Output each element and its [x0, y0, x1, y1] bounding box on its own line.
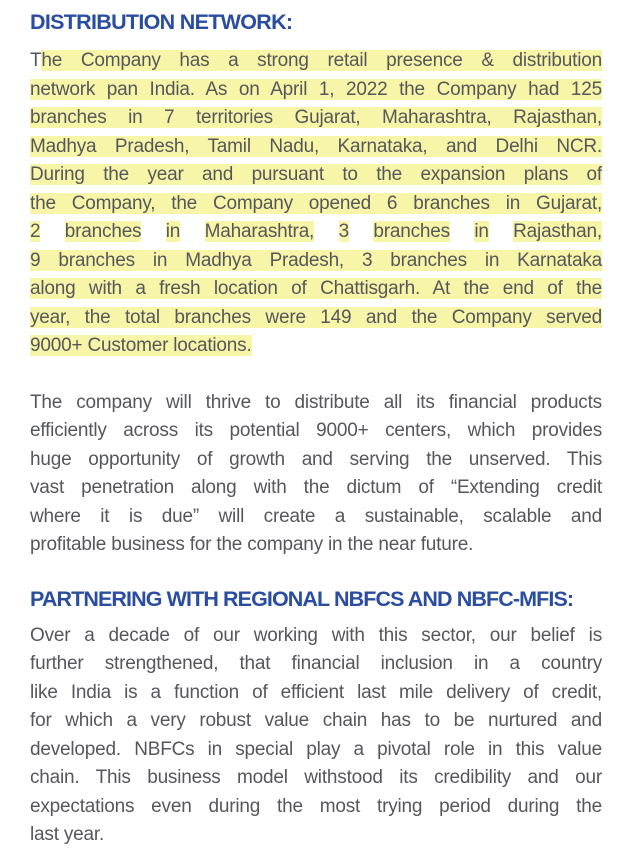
body-text: The company will thrive to distribute all its financial products	[30, 391, 602, 413]
section-heading-distribution-network: DISTRIBUTION NETWORK:	[30, 10, 293, 34]
text-line	[30, 679, 602, 708]
text-line	[30, 76, 602, 105]
body-text: expectations even during the most trying period during the	[30, 795, 602, 817]
text-line	[30, 446, 602, 475]
text-line	[30, 474, 602, 503]
text-line	[30, 736, 602, 765]
text-line	[30, 190, 602, 219]
text-line	[30, 218, 602, 247]
text-line	[30, 47, 602, 76]
highlighted-text: along with a fresh location of Chattisgarh. At the end of the	[30, 278, 602, 299]
highlighted-word: 3	[338, 221, 349, 242]
highlighted-word: Maharashtra,	[204, 221, 315, 242]
highlighted-text: network pan India. As on April 1, 2022 the Company had 125	[30, 78, 602, 100]
text-line	[30, 650, 602, 679]
text-line	[30, 247, 602, 276]
highlighted-word: Rajasthan,	[513, 221, 602, 242]
body-text: further strengthened, that financial inclusion in a country	[30, 653, 602, 674]
paragraph-distribution-outlook	[30, 389, 602, 560]
highlighted-word: branches	[373, 221, 450, 242]
body-text: efficiently across its potential 9000+ centers, which provides	[30, 420, 602, 441]
highlighted-word: in	[474, 221, 489, 242]
highlighted-text: 9000+ Customer locations.	[30, 335, 252, 356]
paragraph-distribution-network-highlighted	[30, 47, 602, 361]
body-text: for which a very robust value chain has to be nurtured and	[30, 710, 602, 731]
body-text: developed. NBFCs in special play a pivotal role in this value	[30, 738, 602, 760]
text-line	[30, 531, 602, 560]
body-text: profitable business for the company in the near future.	[30, 534, 474, 555]
text-line	[30, 764, 602, 793]
text-line	[30, 332, 602, 361]
highlighted-text: 9 branches in Madhya Pradesh, 3 branches in Karnataka	[30, 249, 602, 271]
highlighted-word: branches	[64, 221, 142, 242]
text-line	[30, 821, 602, 850]
text-line	[30, 793, 602, 822]
highlighted-text: During the year and pursuant to the expansion plans of	[30, 164, 602, 185]
text-line	[30, 161, 602, 190]
highlighted-word: 2	[30, 221, 41, 242]
text-line	[30, 707, 602, 736]
section-heading-partnering-nbfcs: PARTNERING WITH REGIONAL NBFCS AND NBFC-MFIS:	[30, 586, 574, 611]
text-line	[30, 275, 602, 304]
body-text: Over a decade of our working with this sector, our belief is	[30, 624, 602, 646]
highlighted-text: Madhya Pradesh, Tamil Nadu, Karnataka, and Delhi NCR.	[30, 135, 602, 157]
body-text: last year.	[30, 824, 105, 845]
unhighlighted-prefix: T	[30, 50, 42, 71]
body-text: chain. This business model withstood its credibility and our	[30, 767, 602, 788]
text-line	[30, 104, 602, 133]
text-line	[30, 133, 602, 162]
paragraph-partnering-nbfcs	[30, 622, 602, 850]
body-text: vast penetration along with the dictum of “Extending credit	[30, 477, 602, 498]
highlighted-text: the Company, the Company opened 6 branches in Gujarat,	[30, 192, 602, 214]
text-line	[30, 622, 602, 651]
body-text: like India is a function of efficient last mile delivery of credit,	[30, 681, 602, 703]
highlighted-text: he Company has a strong retail presence & distribution	[41, 50, 602, 71]
highlighted-text: year, the total branches were 149 and the Company served	[30, 306, 602, 328]
highlighted-text: branches in 7 territories Gujarat, Maharashtra, Rajasthan,	[30, 107, 602, 128]
text-line	[30, 304, 602, 333]
text-line	[30, 417, 602, 446]
text-line	[30, 503, 602, 532]
body-text: huge opportunity of growth and serving the unserved. This	[30, 448, 602, 470]
highlighted-word: in	[165, 221, 181, 242]
body-text: where it is due” will create a sustainable, scalable and	[30, 505, 602, 527]
text-line	[30, 389, 602, 418]
